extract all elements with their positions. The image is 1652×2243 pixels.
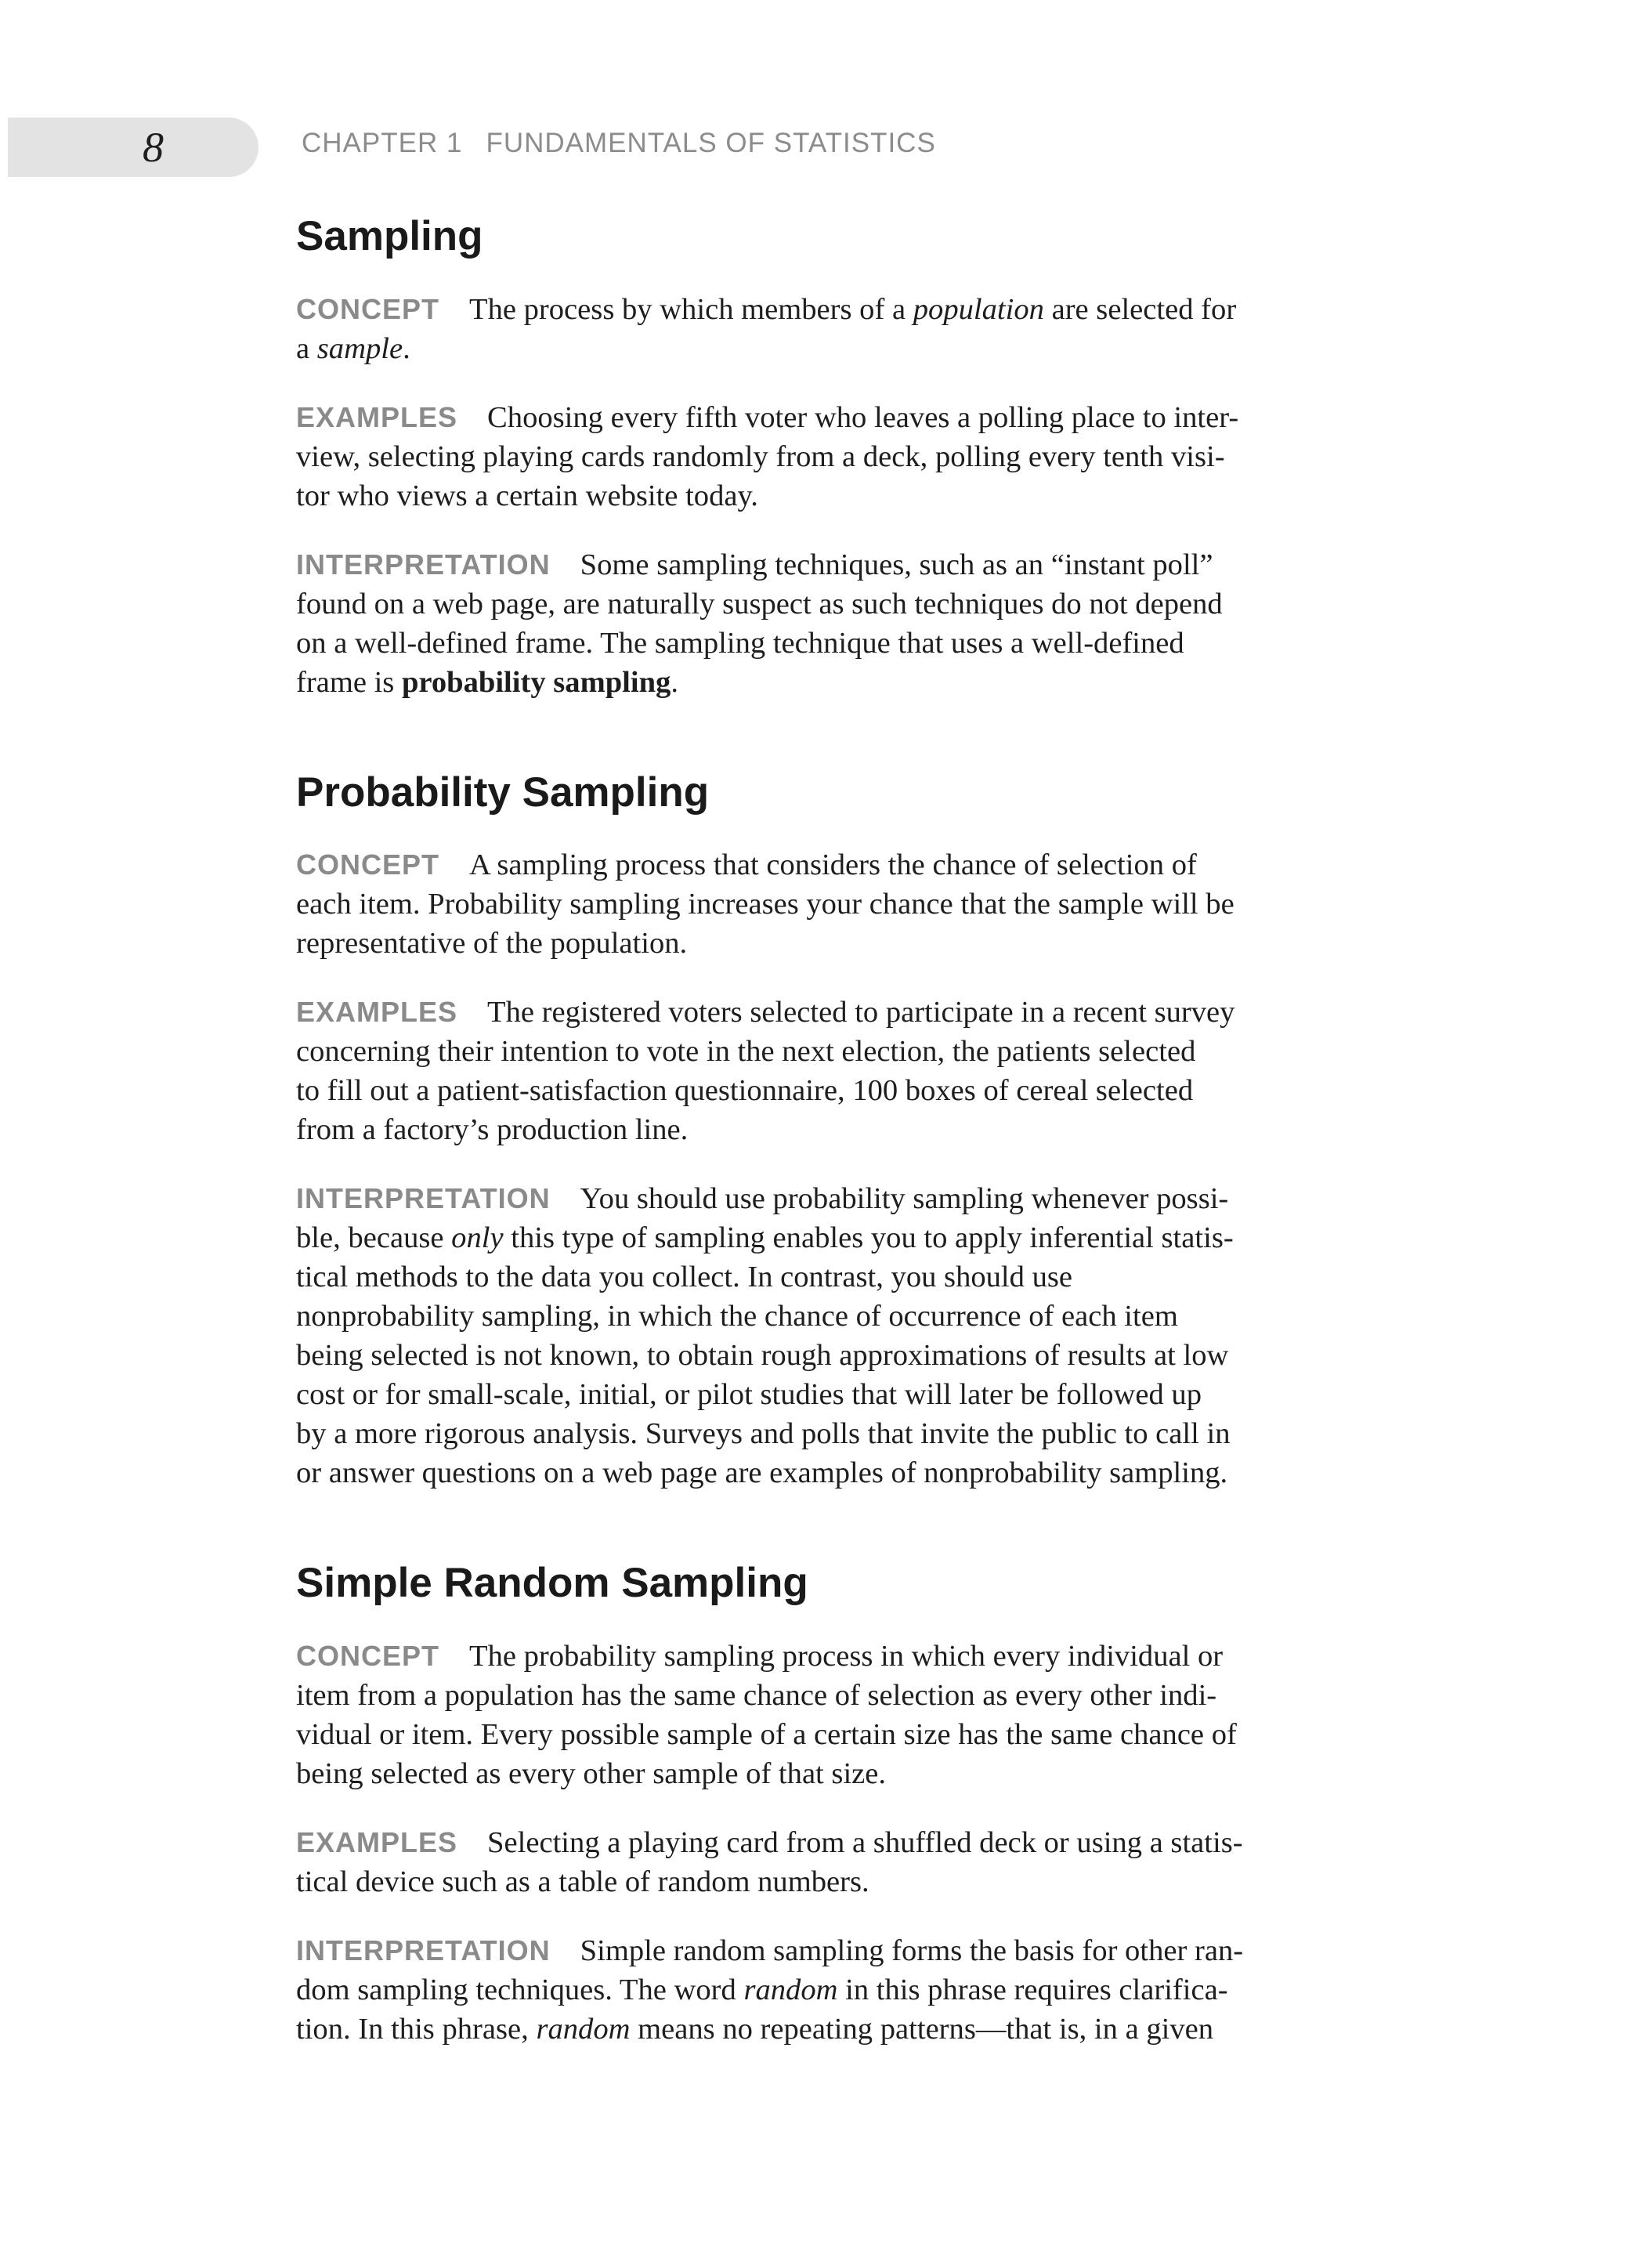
concept-label: CONCEPT — [296, 1639, 440, 1672]
section-sampling — [296, 212, 1354, 702]
section-title: Probability Sampling — [296, 769, 710, 816]
section-title: Simple Random Sampling — [296, 1560, 808, 1607]
chapter-label: CHAPTER 1 — [302, 128, 463, 158]
examples-paragraph: EXAMPLES Choosing every fifth voter who leaves a polling place to inter- view, selecting playing cards randomly from a deck, polling every tenth visi- tor who views a certain website today. — [296, 400, 1239, 512]
interpretation-label: INTERPRETATION — [296, 1182, 551, 1215]
interpretation-label: INTERPRETATION — [296, 548, 551, 581]
examples-paragraph: EXAMPLES Selecting a playing card from a shuffled deck or using a statis- tical device such as a table of random numbers. — [296, 1825, 1243, 1898]
interpretation-paragraph: INTERPRETATION Some sampling techniques, such as an “instant poll” found on a web page, are naturally suspect as such techniques do not depend on a well-defined frame. The sampling technique that uses a well-defined frame is probability sampling. — [296, 548, 1223, 699]
page-tab — [8, 118, 258, 177]
concept-label: CONCEPT — [296, 292, 440, 325]
concept-label: CONCEPT — [296, 848, 440, 881]
concept-paragraph: CONCEPT The process by which members of a population are selected for a sample. — [296, 292, 1237, 365]
examples-label: EXAMPLES — [296, 996, 458, 1029]
examples-paragraph: EXAMPLES The registered voters selected to participate in a recent survey concerning their intention to vote in the next election, the patients selected to fill out a patient-satisfaction questionnaire, 100 boxes of cereal selected from a factory’s production line. — [296, 996, 1235, 1147]
interpretation-label: INTERPRETATION — [296, 1934, 551, 1966]
interpretation-paragraph: INTERPRETATION You should use probability sampling whenever possi- ble, because only this type of sampling enables you to apply inferential statis- tical methods to the data you collect. In contrast, you should use nonprobability sampling, in which the chance of occurrence of each item being selected is not known, to obtain rough approximations of results at low cost or for small-scale, initial, or pilot studies that will later be followed up by a more rigorous analysis. Surveys and polls that invite the public to call in or answer questions on a web page are examples of nonprobability sampling. — [296, 1182, 1234, 1490]
concept-paragraph: CONCEPT A sampling process that considers the chance of selection of each item. Probability sampling increases your chance that the sample will be representative of the population. — [296, 848, 1234, 961]
section-title: Sampling — [296, 213, 483, 259]
concept-paragraph: CONCEPT The probability sampling process in which every individual or item from a population has the same chance of selection as every other indi- vidual or item. Every possible sample of a certain size has the same chance of being selected as every other sample of that size. — [296, 1639, 1237, 1790]
examples-label: EXAMPLES — [296, 400, 458, 433]
page-content — [296, 212, 1354, 2049]
examples-label: EXAMPLES — [296, 1825, 458, 1858]
interpretation-paragraph: INTERPRETATION Simple random sampling forms the basis for other ran- dom sampling techniques. The word random in this phrase requires clarifica- tion. In this phrase, random means no repeating patterns—that is, in a given — [296, 1934, 1244, 2046]
section-simple-random-sampling — [296, 1558, 1354, 2049]
running-head — [302, 128, 936, 159]
page-number: 8 — [143, 124, 164, 171]
chapter-title: FUNDAMENTALS OF STATISTICS — [486, 128, 936, 158]
section-probability-sampling — [296, 768, 1354, 1493]
